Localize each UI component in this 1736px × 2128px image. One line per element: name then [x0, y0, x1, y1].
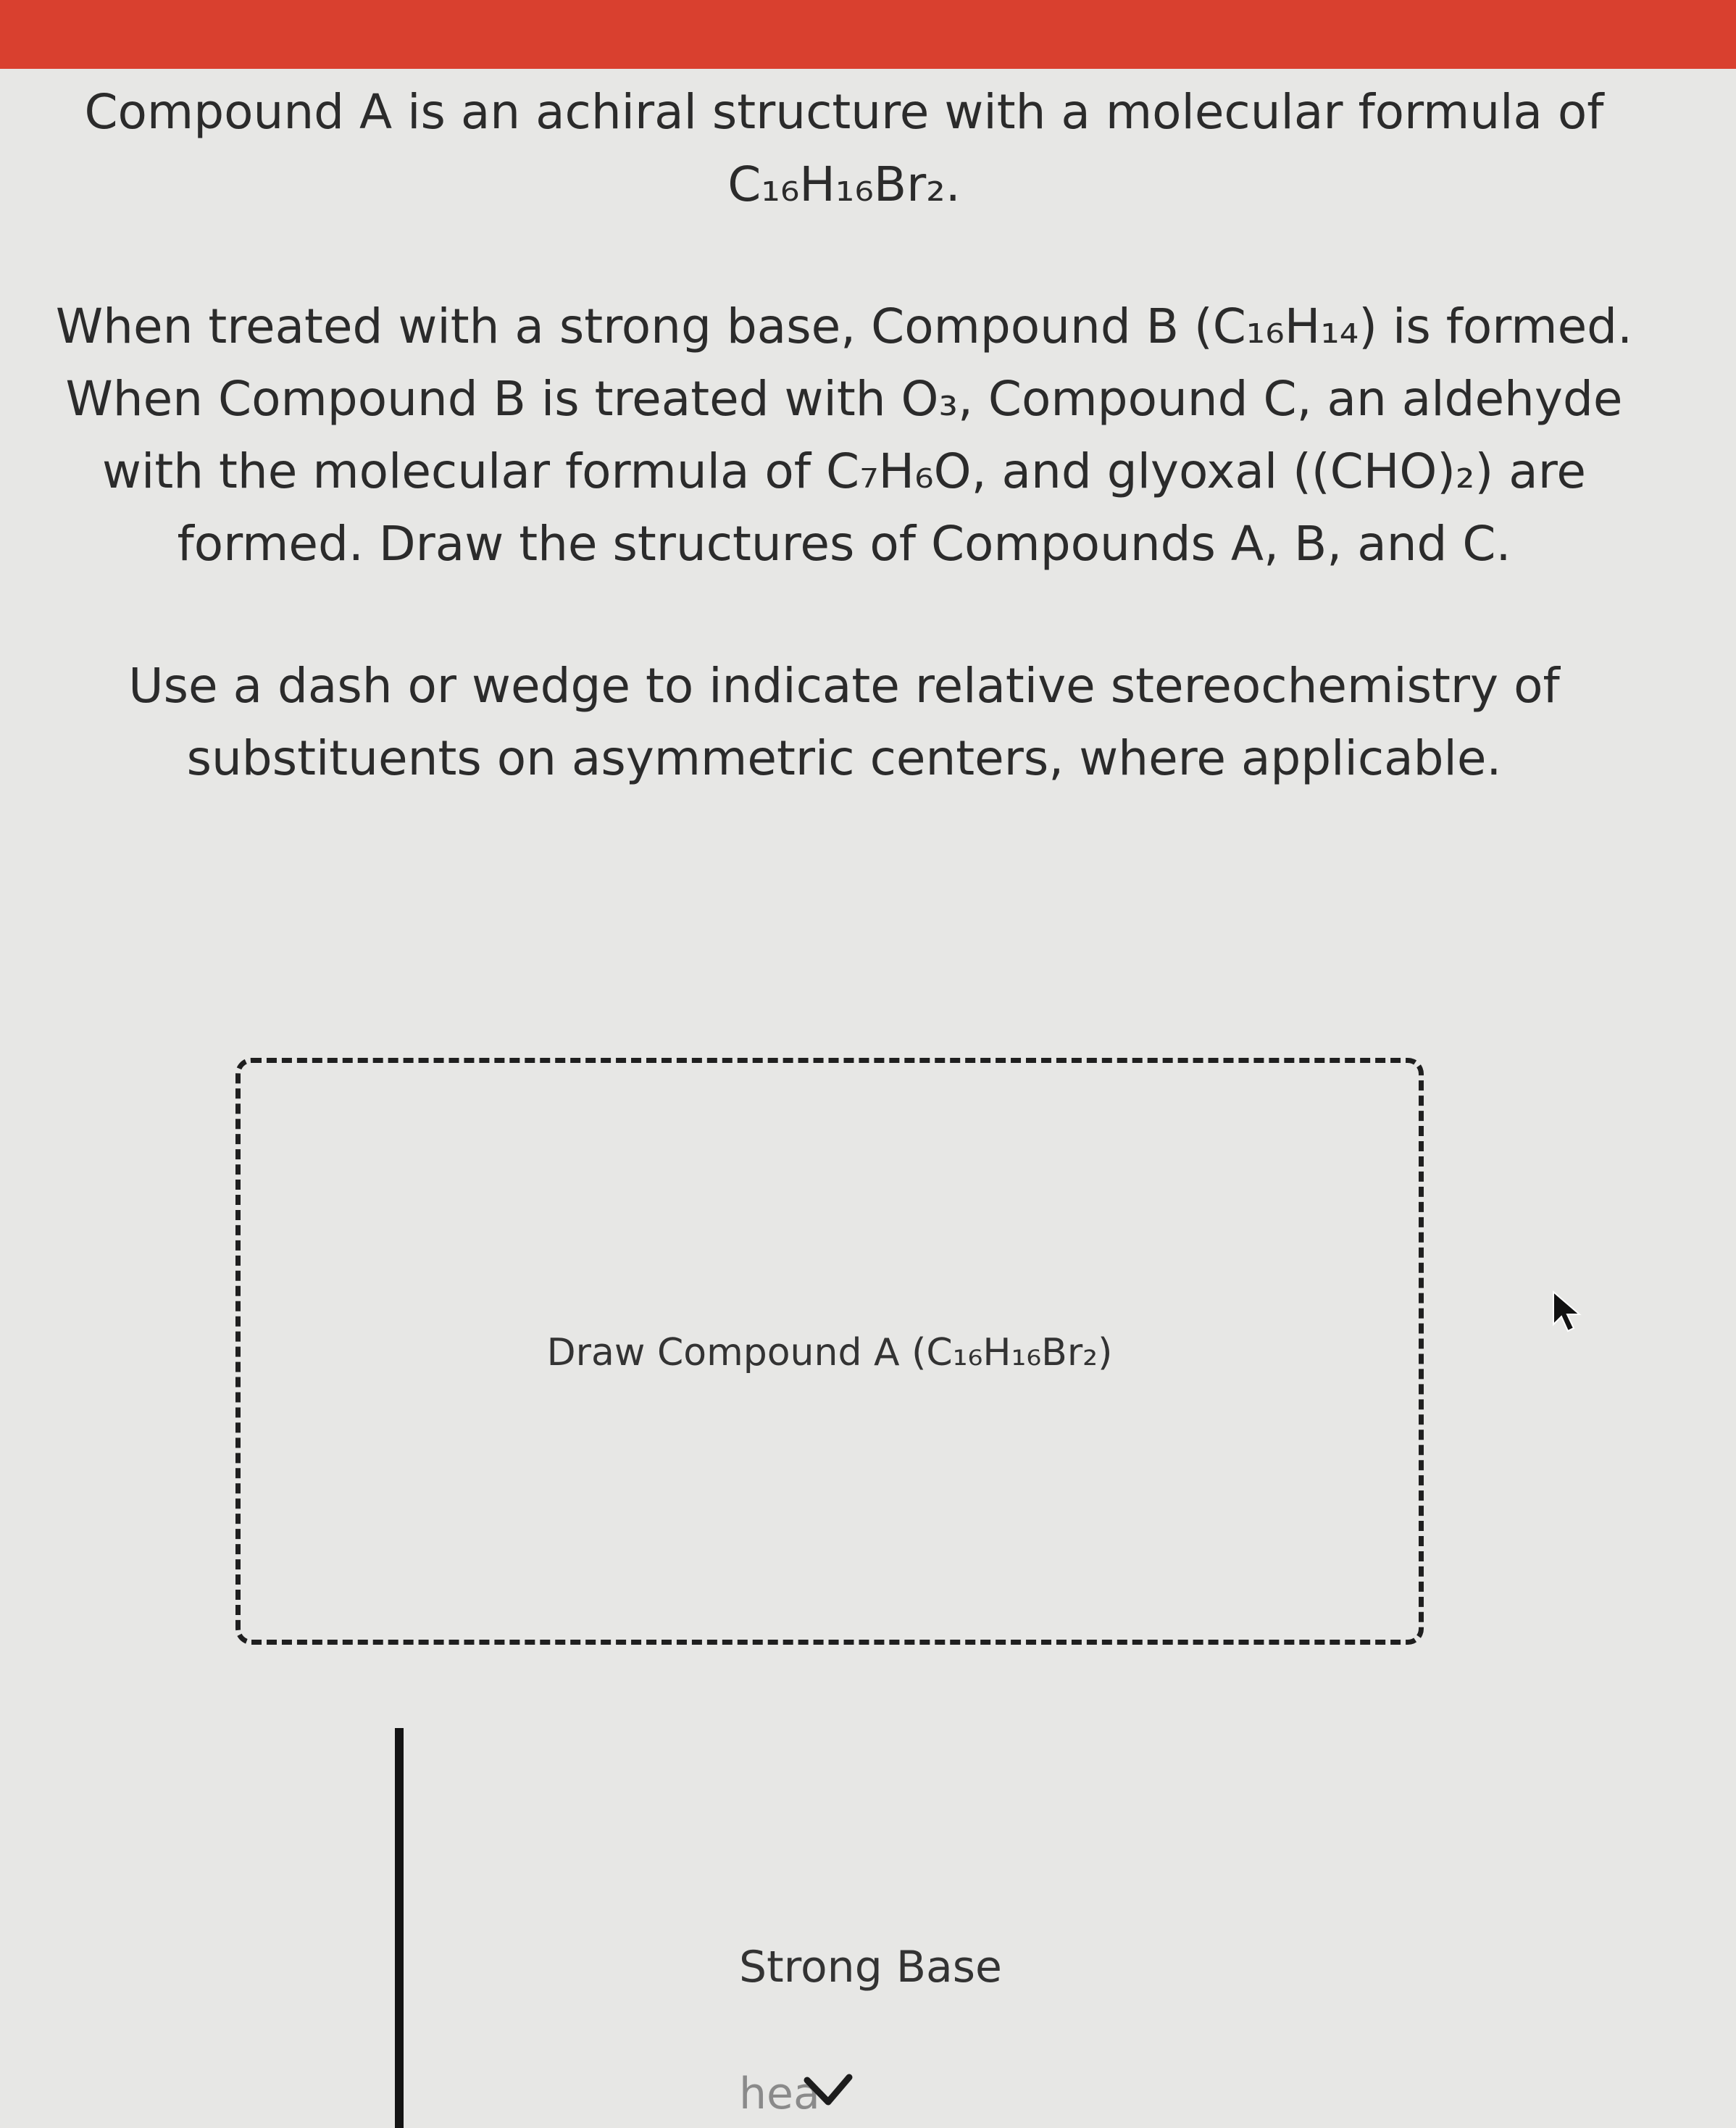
reaction-arrow-line	[395, 1728, 404, 2128]
question-paragraph: When treated with a strong base, Compound B (C₁₆H₁₄) is formed. When Compound B is treated with O₃, Compound C, an aldehyde with the molecular formula of C₇H₆O, and glyoxal ((CHO)₂) are formed. Draw the structures of Compounds A, B, and C.	[55, 299, 1633, 572]
intro-line: Compound A is an achiral structure with a molecular formula of	[84, 84, 1604, 140]
mouse-pointer-icon	[1551, 1290, 1587, 1336]
chevron-down-icon[interactable]	[801, 2070, 855, 2114]
draw-compound-a-label: Draw Compound A (C₁₆H₁₆Br₂)	[546, 1331, 1113, 1374]
reaction-condition-select[interactable]	[739, 2069, 855, 2128]
condition-value: hea	[739, 2069, 820, 2119]
stereochemistry-instruction: Use a dash or wedge to indicate relative stereochemistry of substituents on asymmetric centers, where applicable.	[128, 658, 1560, 786]
reagent-label: Strong Base	[739, 1942, 1002, 1993]
question-text	[36, 76, 1652, 864]
question-intro	[36, 76, 1652, 221]
draw-compound-a-area[interactable]	[235, 1058, 1424, 1645]
header-bar	[0, 0, 1736, 69]
intro-formula: C₁₆H₁₆Br₂.	[727, 157, 961, 212]
